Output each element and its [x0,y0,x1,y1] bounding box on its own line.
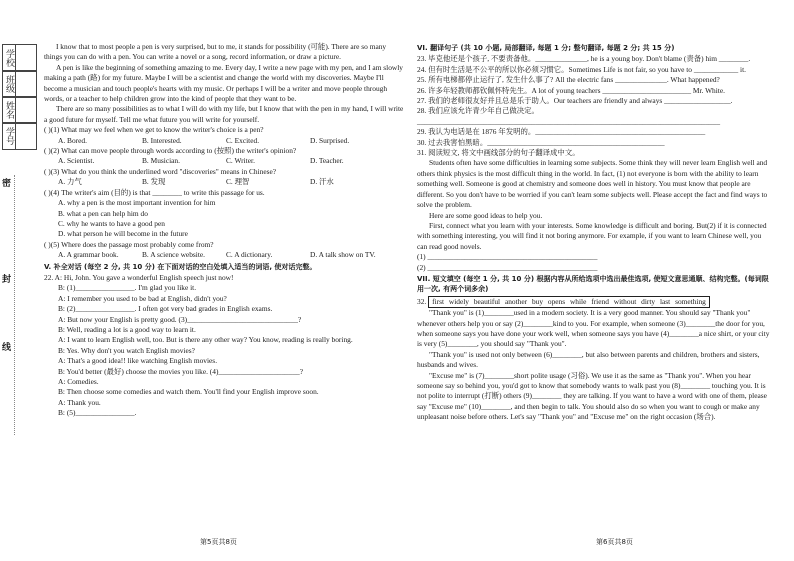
cloze-paragraph[interactable]: "Thank you" is used not only between (6)________, but also between parents and children, brothers and sisters, husbands and wives. [417,349,760,370]
right-page [417,42,772,423]
option-b[interactable]: B. Interested. [142,135,182,145]
class-label: 班级 [4,75,14,93]
option-c[interactable]: C. Excited. [226,135,260,145]
dialogue-line[interactable]: B: (2)________________. I often got very bad grades in English exams. [58,304,273,314]
dialogue-line[interactable]: B: You'd better (最好) choose the movies you like. (4)______________________? [58,366,303,376]
option-a[interactable]: A. Scientist. [58,156,95,166]
question-number: 32. [417,296,427,306]
dialogue-line[interactable]: A: But now your English is pretty good. (3)______________________________? [58,314,302,324]
option-b[interactable]: B. 发现 [142,177,166,187]
option-d[interactable]: D. 汗水 [310,177,334,187]
option-b[interactable]: B. what a pen can help him do [58,208,148,218]
answer-line[interactable]: __________________________________________________________________________________ [417,116,721,126]
answer-line[interactable]: (1) ______________________________________________ [417,252,598,262]
seal-char-2: 封 [2,275,12,285]
binding-margin [0,0,38,561]
section-5-heading: V. 补全对话 (每空 2 分, 共 10 分) 在下面对话的空白处填入适当的词语, 使对话完整。 [44,262,317,271]
translation-item[interactable]: 23. 毕克他还是个孩子, 不要责备他。______________, he is a young boy. Don't blame (责备) him ________. [417,54,751,64]
dialogue-line: A: That's a good idea!! like watching English movies. [58,356,218,366]
translation-item[interactable]: 29. 我认为电话是在 1876 年发明的。______________________________________________ [417,127,706,137]
option-row [44,136,404,146]
passage-paragraph: I know that to most people a pen is very surprised, but to me, it stands for possibility (可能). There are so many things you can do with a pen. You can write a novel or a song, record information, or draw a picture. [44,42,387,62]
option-c[interactable]: C. A dictionary. [226,250,273,260]
seal-char-3: 线 [2,343,12,353]
dialogue-line: A: Comedies. [58,377,99,386]
student-id-cell[interactable] [2,122,37,150]
page-number-left: 第5页共8页 [200,538,237,546]
option-c[interactable]: C. 理智 [226,177,250,187]
question-stem: ( )(3) What do you think the underlined word "discoveries" means in Chinese? [44,166,277,176]
left-page [44,42,404,419]
question-stem: ( )(2) What can move people through words according to (按照) the writer's opinion? [44,146,297,156]
school-label: 学校 [4,49,14,67]
dialogue-line: A: I want to learn English well, too. But is there any other way? You know, reading is really boring. [58,335,353,345]
word-bank: first widely beautiful another buy opens while friend without dirty last something [428,296,710,308]
option-a[interactable]: A. A grammar book. [58,250,119,260]
answer-line[interactable]: (2) ______________________________________________ [417,262,598,272]
option-d[interactable]: D. Teacher. [310,156,344,166]
option-a[interactable]: A. why a pen is the most important invention for him [58,198,216,208]
option-c[interactable]: C. why he wants to have a good pen [58,218,165,228]
cloze-paragraph[interactable]: "Excuse me" is (7)________short polite usage (习俗). We use it as the same as "Thank you". When you hear someone say so behind you, you'd got to know that somebody wants to walk past you (8)________ touching you. It is not polite to interrupt (打断) others (9)________ they are talking. If you want to have a word with one of them, please say "Excuse me" (10)________, and then begin to talk. You should also do so when you want to cough or make any unpleasant noise before others. Let's say "Thank you" and "Excuse me" on the right occasion (场合). [417,370,767,422]
student-id-label: 学号 [4,127,14,145]
dialogue-line: B: Then choose some comedies and watch them. You'll find your English improve soon. [58,387,319,397]
option-a[interactable]: A. 力气 [58,177,82,187]
dialogue-line: A: I remember you used to be bad at English, didn't you? [58,293,227,303]
option-d[interactable]: D. A talk show on TV. [310,250,376,260]
seal-char-1: 密 [2,179,12,189]
option-d[interactable]: D. what person he will become in the future [58,229,188,239]
section-7-heading: VII. 短文填空 (每空 1 分, 共 10 分) 根据内容从所给选项中选出最佳选项, 使短文意思通顺、结构完整。(每词限用一次, 有两个词多余) [417,274,769,294]
name-cell[interactable] [2,96,37,124]
class-cell[interactable] [2,70,37,98]
question-5 [44,240,404,261]
option-row [44,156,404,166]
dialogue-line[interactable]: B: (1)________________. I'm glad you like it. [58,283,197,293]
option-b[interactable]: B. Musician. [142,156,180,166]
option-row [44,177,404,187]
passage-paragraph: There are so many possibilities as to what I will do with my life, but I know that with the pen in my hand, I will write a good future for myself. Tell me what future you will write for yourself. [44,104,404,124]
question-stem: ( )(4) The writer's aim (目的) is that ________ to write this passage for us. [44,187,265,197]
passage-paragraph: Students often have some difficulties in learning some subjects. Some think they will never learn English well and others think physics is the most difficult thing in the world. In fact, (1) not everyone is born with the ability to learn something well. Someone is good at chemistry and someone does well in history. You must know that people are different. So you don't have to be worried if you can't learn some subjects well. Please accept the fact and find ways to solve the problem. [417,158,768,210]
option-a[interactable]: A. Bored. [58,135,87,145]
word-bank-row [417,296,772,308]
passage-paragraph: A pen is like the beginning of something amazing to me. Every day, I write a new page with my pen, and I am slowly making a path (路) for my future. Maybe I will be a scientist and change the world with my discoveries. Maybe I'll become a musician and touch people's hearts with my music. Or perhaps I will be a writer and move people through words, or a teacher to help children grow into the kind of people that they want to be. [44,62,404,104]
question-3 [44,167,404,188]
translation-item[interactable]: 24. 但有时生活是不公平的所以你必须习惯它。Sometimes Life is not fair, so you have to ____________ it. [417,64,746,74]
question-stem: ( )(5) Where does the passage most probably come from? [44,239,214,249]
option-row [44,250,404,260]
dialogue-line: B: Well, reading a lot is a good way to learn it. [58,324,196,334]
translation-item[interactable]: 30. 过去我害怕黑暗。________________________________________________ [417,137,665,147]
page-number-right: 第6页共8页 [596,538,633,546]
cloze-paragraph[interactable]: "Thank you" is (1)________used in a modern society. It is a very good manner. You should say "Thank you" whenever others help you or say (2)________kind to you. For example, when someone (3)________the door for you, when someone says you have done your work well, when someone says you have (4)________a nice shirt, or your city is very (5)________, you should say "Thank you". [417,308,770,349]
translation-item: 28. 我们应该允许青少年自己做决定。 [417,106,539,116]
option-b[interactable]: B. A science website. [142,250,206,260]
question-stem: ( )(1) What may we feel when we get to know the writer's choice is a pen? [44,125,264,135]
dialogue-line: B: Yes. Why don't you watch English movies? [58,345,195,355]
dialogue-line: 22. A: Hi, John. You gave a wonderful English speech just now! [44,272,234,282]
option-c[interactable]: C. Writer. [226,156,255,166]
question-4 [44,188,404,240]
name-label: 姓名 [4,101,14,119]
passage-paragraph: First, connect what you learn with your interests. Some knowledge is difficult and boring. But(2) if it is connected with something interesting, you will find it not boring anymore. For example, if you want to learn Chinese well, you can read good novels. [417,220,767,251]
translation-item: 31. 阅读短文, 将文中画线部分的句子翻译成中文。 [417,148,580,158]
dialogue-line[interactable]: B: (5)________________. [58,408,137,418]
translation-item[interactable]: 26. 许多年轻教师都钦佩怀特先生。A lot of young teachers ________________________ Mr. White. [417,85,725,95]
translation-item[interactable]: 27. 我们的老师很友好并且总是乐于助人。Our teachers are friendly and always __________________. [417,96,733,106]
option-d[interactable]: D. Surprised. [310,135,350,145]
section-6-heading: VI. 翻译句子 (共 10 小题, 局部翻译, 每题 1 分; 整句翻译, 每题 2 分; 共 15 分) [417,44,675,52]
question-1 [44,125,404,146]
passage-paragraph: Here are some good ideas to help you. [429,210,543,220]
translation-item[interactable]: 25. 所有电梯都停止运行了, 发生什么事了? All the electric fans ______________. What happened? [417,75,720,85]
seal-line [14,175,15,435]
question-2 [44,146,404,167]
school-cell[interactable] [2,44,37,72]
dialogue-line: A: Thank you. [58,397,101,407]
dialogue [44,273,404,419]
